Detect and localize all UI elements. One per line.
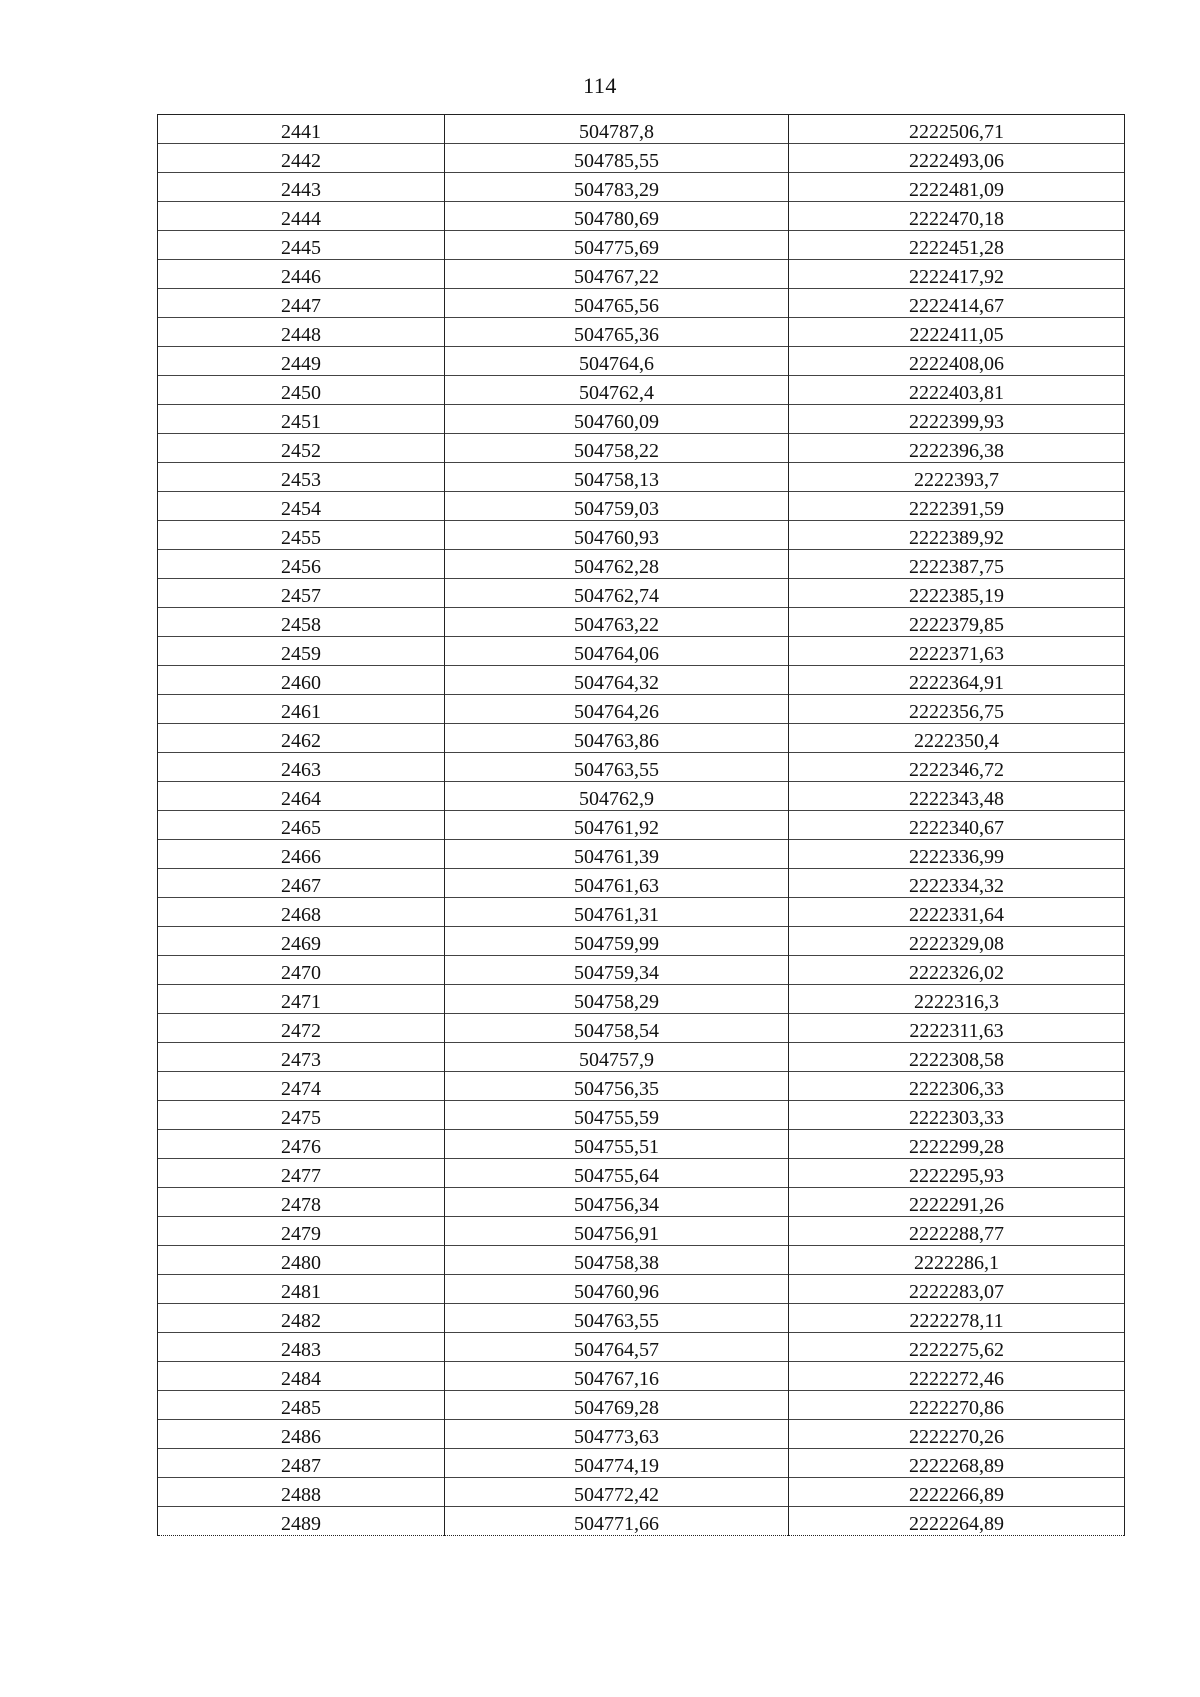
x-coordinate-cell: 504762,28 <box>445 550 789 579</box>
table-row <box>158 985 1125 1014</box>
point-number-cell: 2444 <box>158 202 445 231</box>
table-row <box>158 782 1125 811</box>
point-number-cell: 2442 <box>158 144 445 173</box>
x-coordinate-cell: 504783,29 <box>445 173 789 202</box>
x-coordinate-cell: 504763,55 <box>445 753 789 782</box>
table-row <box>158 753 1125 782</box>
table-row <box>158 492 1125 521</box>
point-number-cell: 2485 <box>158 1391 445 1420</box>
x-coordinate-cell: 504764,57 <box>445 1333 789 1362</box>
x-coordinate-cell: 504763,86 <box>445 724 789 753</box>
page-number: 114 <box>583 73 617 98</box>
point-number-cell: 2457 <box>158 579 445 608</box>
coordinates-table-body <box>158 115 1125 1536</box>
table-row <box>158 811 1125 840</box>
x-coordinate-cell: 504762,9 <box>445 782 789 811</box>
table-row <box>158 1101 1125 1130</box>
y-coordinate-cell: 2222264,89 <box>789 1507 1125 1536</box>
table-row <box>158 666 1125 695</box>
x-coordinate-cell: 504762,74 <box>445 579 789 608</box>
point-number-cell: 2458 <box>158 608 445 637</box>
x-coordinate-cell: 504767,16 <box>445 1362 789 1391</box>
x-coordinate-cell: 504761,39 <box>445 840 789 869</box>
y-coordinate-cell: 2222364,91 <box>789 666 1125 695</box>
table-row <box>158 376 1125 405</box>
table-row <box>158 463 1125 492</box>
y-coordinate-cell: 2222268,89 <box>789 1449 1125 1478</box>
point-number-cell: 2467 <box>158 869 445 898</box>
table-row <box>158 695 1125 724</box>
table-row <box>158 1362 1125 1391</box>
table-row <box>158 347 1125 376</box>
y-coordinate-cell: 2222288,77 <box>789 1217 1125 1246</box>
table-row <box>158 956 1125 985</box>
y-coordinate-cell: 2222334,32 <box>789 869 1125 898</box>
table-row <box>158 637 1125 666</box>
table-row <box>158 1275 1125 1304</box>
table-row <box>158 1014 1125 1043</box>
point-number-cell: 2459 <box>158 637 445 666</box>
table-row <box>158 1478 1125 1507</box>
x-coordinate-cell: 504775,69 <box>445 231 789 260</box>
point-number-cell: 2489 <box>158 1507 445 1536</box>
x-coordinate-cell: 504759,34 <box>445 956 789 985</box>
point-number-cell: 2476 <box>158 1130 445 1159</box>
y-coordinate-cell: 2222343,48 <box>789 782 1125 811</box>
table-row <box>158 231 1125 260</box>
y-coordinate-cell: 2222350,4 <box>789 724 1125 753</box>
x-coordinate-cell: 504765,56 <box>445 289 789 318</box>
point-number-cell: 2450 <box>158 376 445 405</box>
point-number-cell: 2468 <box>158 898 445 927</box>
table-row <box>158 1217 1125 1246</box>
point-number-cell: 2451 <box>158 405 445 434</box>
y-coordinate-cell: 2222272,46 <box>789 1362 1125 1391</box>
y-coordinate-cell: 2222286,1 <box>789 1246 1125 1275</box>
x-coordinate-cell: 504765,36 <box>445 318 789 347</box>
y-coordinate-cell: 2222389,92 <box>789 521 1125 550</box>
point-number-cell: 2474 <box>158 1072 445 1101</box>
table-row <box>158 521 1125 550</box>
point-number-cell: 2462 <box>158 724 445 753</box>
y-coordinate-cell: 2222299,28 <box>789 1130 1125 1159</box>
x-coordinate-cell: 504772,42 <box>445 1478 789 1507</box>
table-row <box>158 289 1125 318</box>
point-number-cell: 2469 <box>158 927 445 956</box>
table-row <box>158 550 1125 579</box>
y-coordinate-cell: 2222316,3 <box>789 985 1125 1014</box>
y-coordinate-cell: 2222396,38 <box>789 434 1125 463</box>
point-number-cell: 2478 <box>158 1188 445 1217</box>
y-coordinate-cell: 2222266,89 <box>789 1478 1125 1507</box>
y-coordinate-cell: 2222306,33 <box>789 1072 1125 1101</box>
point-number-cell: 2488 <box>158 1478 445 1507</box>
y-coordinate-cell: 2222391,59 <box>789 492 1125 521</box>
x-coordinate-cell: 504756,34 <box>445 1188 789 1217</box>
point-number-cell: 2487 <box>158 1449 445 1478</box>
x-coordinate-cell: 504763,55 <box>445 1304 789 1333</box>
point-number-cell: 2479 <box>158 1217 445 1246</box>
point-number-cell: 2455 <box>158 521 445 550</box>
table-row <box>158 1420 1125 1449</box>
point-number-cell: 2477 <box>158 1159 445 1188</box>
x-coordinate-cell: 504757,9 <box>445 1043 789 1072</box>
table-row <box>158 434 1125 463</box>
x-coordinate-cell: 504759,03 <box>445 492 789 521</box>
table-row <box>158 869 1125 898</box>
point-number-cell: 2456 <box>158 550 445 579</box>
point-number-cell: 2482 <box>158 1304 445 1333</box>
y-coordinate-cell: 2222278,11 <box>789 1304 1125 1333</box>
y-coordinate-cell: 2222270,26 <box>789 1420 1125 1449</box>
y-coordinate-cell: 2222329,08 <box>789 927 1125 956</box>
point-number-cell: 2449 <box>158 347 445 376</box>
y-coordinate-cell: 2222283,07 <box>789 1275 1125 1304</box>
point-number-cell: 2463 <box>158 753 445 782</box>
x-coordinate-cell: 504758,54 <box>445 1014 789 1043</box>
point-number-cell: 2461 <box>158 695 445 724</box>
x-coordinate-cell: 504762,4 <box>445 376 789 405</box>
table-row <box>158 840 1125 869</box>
y-coordinate-cell: 2222340,67 <box>789 811 1125 840</box>
table-row <box>158 927 1125 956</box>
table-row <box>158 1246 1125 1275</box>
x-coordinate-cell: 504759,99 <box>445 927 789 956</box>
y-coordinate-cell: 2222417,92 <box>789 260 1125 289</box>
table-row <box>158 579 1125 608</box>
point-number-cell: 2441 <box>158 115 445 144</box>
y-coordinate-cell: 2222411,05 <box>789 318 1125 347</box>
table-row <box>158 608 1125 637</box>
y-coordinate-cell: 2222379,85 <box>789 608 1125 637</box>
x-coordinate-cell: 504764,32 <box>445 666 789 695</box>
y-coordinate-cell: 2222493,06 <box>789 144 1125 173</box>
x-coordinate-cell: 504771,66 <box>445 1507 789 1536</box>
y-coordinate-cell: 2222393,7 <box>789 463 1125 492</box>
point-number-cell: 2475 <box>158 1101 445 1130</box>
y-coordinate-cell: 2222506,71 <box>789 115 1125 144</box>
point-number-cell: 2447 <box>158 289 445 318</box>
x-coordinate-cell: 504773,63 <box>445 1420 789 1449</box>
point-number-cell: 2445 <box>158 231 445 260</box>
table-row <box>158 1159 1125 1188</box>
x-coordinate-cell: 504761,92 <box>445 811 789 840</box>
x-coordinate-cell: 504760,96 <box>445 1275 789 1304</box>
point-number-cell: 2466 <box>158 840 445 869</box>
y-coordinate-cell: 2222414,67 <box>789 289 1125 318</box>
table-row <box>158 1188 1125 1217</box>
table-row <box>158 1130 1125 1159</box>
x-coordinate-cell: 504756,91 <box>445 1217 789 1246</box>
point-number-cell: 2446 <box>158 260 445 289</box>
y-coordinate-cell: 2222403,81 <box>789 376 1125 405</box>
y-coordinate-cell: 2222270,86 <box>789 1391 1125 1420</box>
table-row <box>158 1449 1125 1478</box>
x-coordinate-cell: 504774,19 <box>445 1449 789 1478</box>
point-number-cell: 2443 <box>158 173 445 202</box>
x-coordinate-cell: 504761,31 <box>445 898 789 927</box>
x-coordinate-cell: 504758,22 <box>445 434 789 463</box>
table-row <box>158 1507 1125 1536</box>
y-coordinate-cell: 2222371,63 <box>789 637 1125 666</box>
table-row <box>158 144 1125 173</box>
table-row <box>158 1304 1125 1333</box>
x-coordinate-cell: 504764,6 <box>445 347 789 376</box>
table-row <box>158 202 1125 231</box>
point-number-cell: 2483 <box>158 1333 445 1362</box>
y-coordinate-cell: 2222326,02 <box>789 956 1125 985</box>
x-coordinate-cell: 504758,38 <box>445 1246 789 1275</box>
point-number-cell: 2460 <box>158 666 445 695</box>
x-coordinate-cell: 504769,28 <box>445 1391 789 1420</box>
point-number-cell: 2484 <box>158 1362 445 1391</box>
point-number-cell: 2480 <box>158 1246 445 1275</box>
y-coordinate-cell: 2222336,99 <box>789 840 1125 869</box>
point-number-cell: 2448 <box>158 318 445 347</box>
point-number-cell: 2454 <box>158 492 445 521</box>
x-coordinate-cell: 504758,13 <box>445 463 789 492</box>
point-number-cell: 2470 <box>158 956 445 985</box>
x-coordinate-cell: 504760,93 <box>445 521 789 550</box>
point-number-cell: 2471 <box>158 985 445 1014</box>
y-coordinate-cell: 2222275,62 <box>789 1333 1125 1362</box>
x-coordinate-cell: 504763,22 <box>445 608 789 637</box>
x-coordinate-cell: 504756,35 <box>445 1072 789 1101</box>
table-row <box>158 898 1125 927</box>
y-coordinate-cell: 2222346,72 <box>789 753 1125 782</box>
x-coordinate-cell: 504764,06 <box>445 637 789 666</box>
y-coordinate-cell: 2222291,26 <box>789 1188 1125 1217</box>
x-coordinate-cell: 504785,55 <box>445 144 789 173</box>
coordinates-table <box>157 114 1125 1536</box>
y-coordinate-cell: 2222356,75 <box>789 695 1125 724</box>
table-row <box>158 173 1125 202</box>
point-number-cell: 2452 <box>158 434 445 463</box>
x-coordinate-cell: 504780,69 <box>445 202 789 231</box>
y-coordinate-cell: 2222331,64 <box>789 898 1125 927</box>
y-coordinate-cell: 2222385,19 <box>789 579 1125 608</box>
y-coordinate-cell: 2222311,63 <box>789 1014 1125 1043</box>
x-coordinate-cell: 504767,22 <box>445 260 789 289</box>
x-coordinate-cell: 504755,51 <box>445 1130 789 1159</box>
table-row <box>158 1072 1125 1101</box>
x-coordinate-cell: 504764,26 <box>445 695 789 724</box>
table-row <box>158 1391 1125 1420</box>
table-row <box>158 115 1125 144</box>
point-number-cell: 2472 <box>158 1014 445 1043</box>
table-row <box>158 405 1125 434</box>
y-coordinate-cell: 2222295,93 <box>789 1159 1125 1188</box>
x-coordinate-cell: 504755,64 <box>445 1159 789 1188</box>
y-coordinate-cell: 2222481,09 <box>789 173 1125 202</box>
y-coordinate-cell: 2222308,58 <box>789 1043 1125 1072</box>
x-coordinate-cell: 504761,63 <box>445 869 789 898</box>
y-coordinate-cell: 2222303,33 <box>789 1101 1125 1130</box>
point-number-cell: 2481 <box>158 1275 445 1304</box>
point-number-cell: 2465 <box>158 811 445 840</box>
table-row <box>158 724 1125 753</box>
x-coordinate-cell: 504760,09 <box>445 405 789 434</box>
table-row <box>158 260 1125 289</box>
y-coordinate-cell: 2222470,18 <box>789 202 1125 231</box>
point-number-cell: 2486 <box>158 1420 445 1449</box>
point-number-cell: 2464 <box>158 782 445 811</box>
point-number-cell: 2453 <box>158 463 445 492</box>
y-coordinate-cell: 2222399,93 <box>789 405 1125 434</box>
table-row <box>158 318 1125 347</box>
point-number-cell: 2473 <box>158 1043 445 1072</box>
y-coordinate-cell: 2222387,75 <box>789 550 1125 579</box>
table-row <box>158 1043 1125 1072</box>
x-coordinate-cell: 504755,59 <box>445 1101 789 1130</box>
x-coordinate-cell: 504787,8 <box>445 115 789 144</box>
table-row <box>158 1333 1125 1362</box>
y-coordinate-cell: 2222408,06 <box>789 347 1125 376</box>
y-coordinate-cell: 2222451,28 <box>789 231 1125 260</box>
x-coordinate-cell: 504758,29 <box>445 985 789 1014</box>
